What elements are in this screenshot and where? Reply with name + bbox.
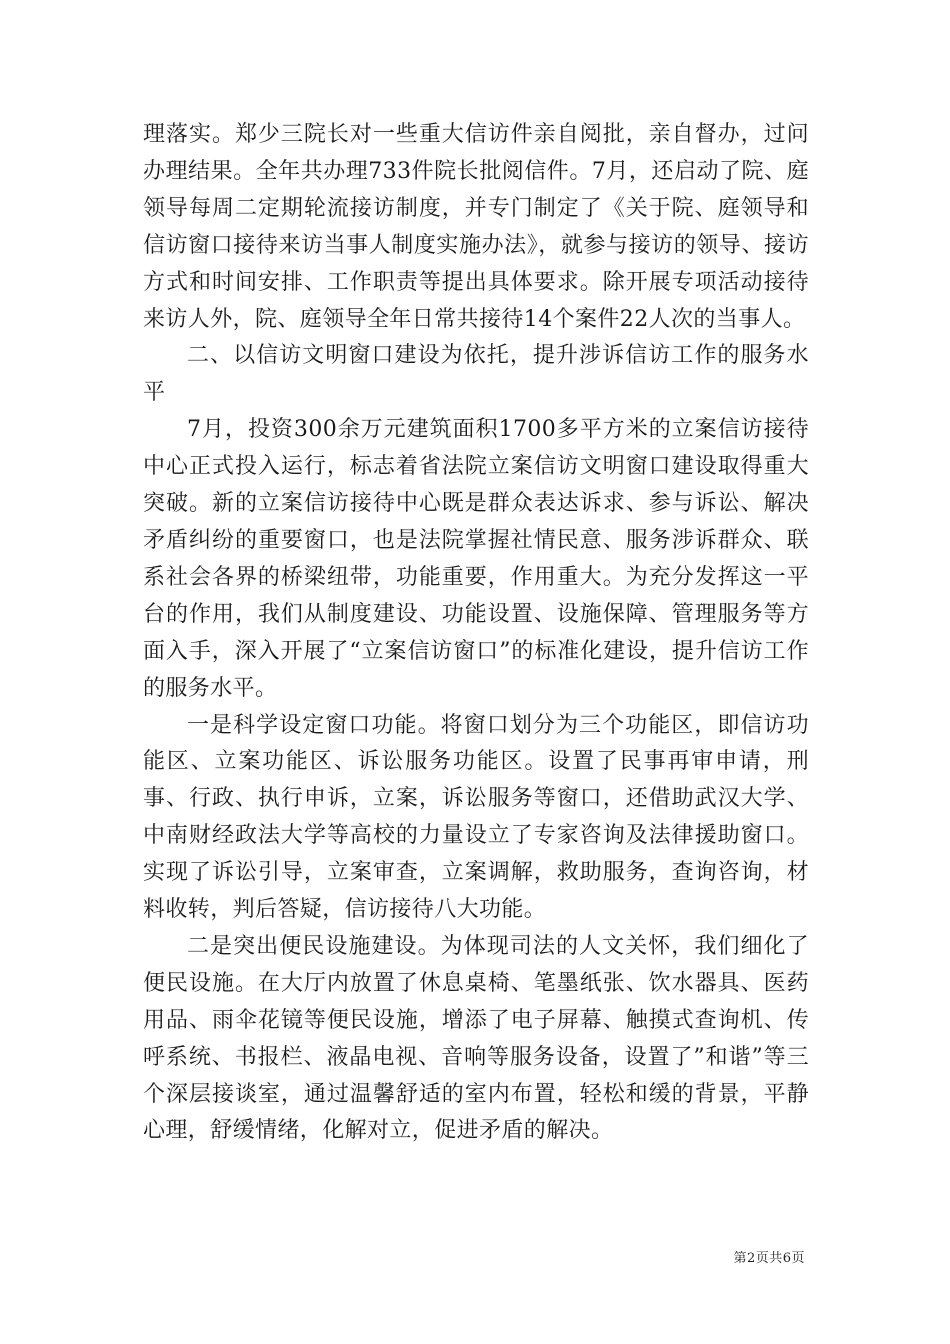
section-heading-2: 二、以信访文明窗口建设为依托，提升涉诉信访工作的服务水平 [143, 343, 809, 406]
paragraph-1: 理落实。郑少三院长对一些重大信访件亲自阅批，亲自督办，过问办理结果。全年共办理733件院长批阅信件。7月，还启动了院、庭领导每周二定期轮流接访制度，并专门制定了《关于院、庭领导和信访窗口接待来访当事人制度实施办法》，就参与接访的领导、接访方式和时间安排、工作职责等提出具体要求。除开展专项活动接待来访人外，院、庭领导全年日常共接待14个案件22人次的当事人。 [143, 122, 809, 332]
paragraph-5: 二是突出便民设施建设。为体现司法的人文关怀，我们细化了便民设施。在大厅内放置了休息桌椅、笔墨纸张、饮水器具、医药用品、雨伞花镜等便民设施，增添了电子屏幕、触摸式查询机、传呼系统、书报栏、液晶电视、音响等服务设备，设置了”和谐”等三个深层接谈室，通过温馨舒适的室内布置，轻松和缓的背景，平静心理，舒缓情绪，化解对立，促进矛盾的解决。 [143, 933, 809, 1144]
paragraph-4: 一是科学设定窗口功能。将窗口划分为三个功能区，即信访功能区、立案功能区、诉讼服务功能区。设置了民事再审申请，刑事、行政、执行申诉，立案，诉讼服务等窗口，还借助武汉大学、中南财经政法大学等高校的力量设立了专家咨询及法律援助窗口。实现了诉讼引导，立案审查，立案调解，救助服务，查询咨询，材料收转，判后答疑，信访接待八大功能。 [143, 712, 809, 923]
page-number-footer: 第2页共6页 [733, 1251, 805, 1266]
document-body [143, 117, 809, 1150]
paragraph-3: 7月，投资300余万元建筑面积1700多平方米的立案信访接待中心正式投入运行，标志着省法院立案信访文明窗口建设取得重大突破。新的立案信访接待中心既是群众表达诉求、参与诉讼、解决矛盾纠纷的重要窗口，也是法院掌握社情民意、服务涉诉群众、联系社会各界的桥梁纽带，功能重要，作用重大。为充分发挥这一平台的作用，我们从制度建设、功能设置、设施保障、管理服务等方面入手，深入开展了“立案信访窗口”的标准化建设，提升信访工作的服务水平。 [143, 417, 809, 701]
